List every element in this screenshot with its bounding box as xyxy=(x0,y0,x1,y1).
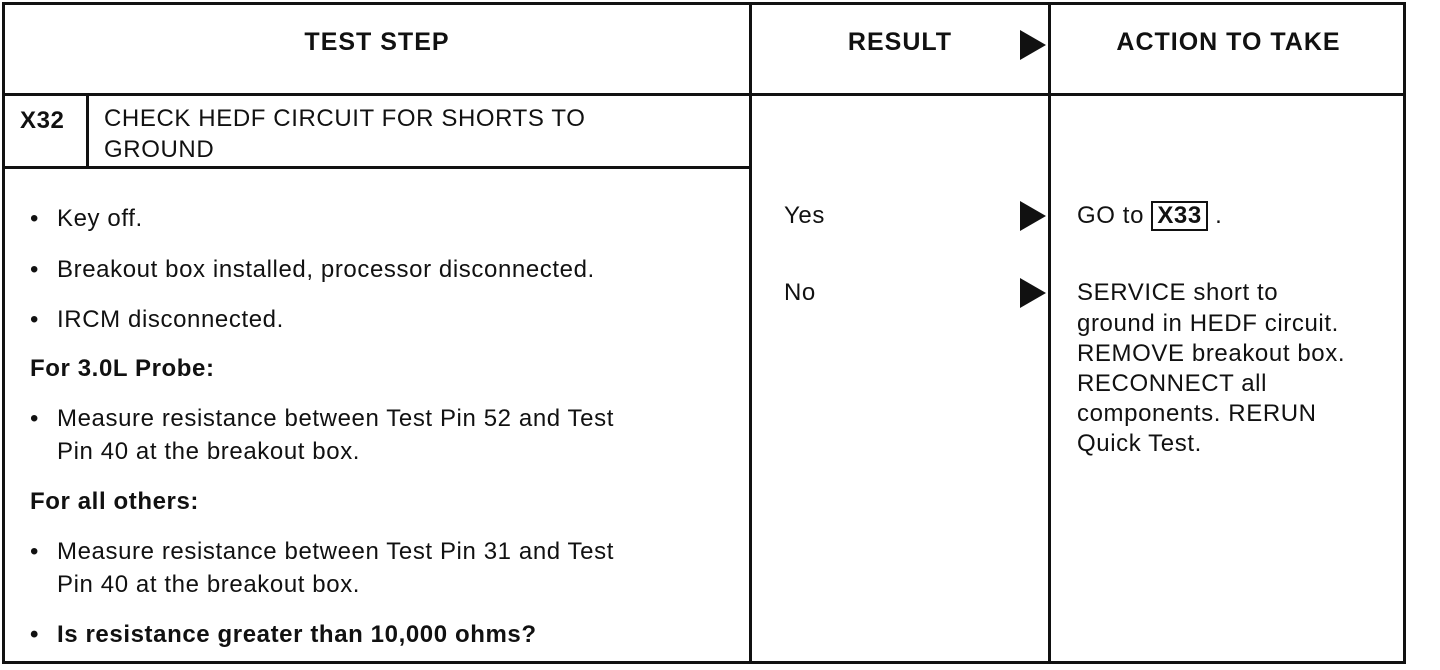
instruction-question: Is resistance greater than 10,000 ohms? xyxy=(57,621,537,648)
instruction-ircm: IRCM disconnected. xyxy=(57,306,284,333)
bullet-icon: • xyxy=(30,306,39,333)
bullet-icon: • xyxy=(30,256,39,283)
header-arrow-icon xyxy=(1020,30,1046,60)
result-yes-arrow-icon xyxy=(1020,201,1046,231)
step-title-line2: GROUND xyxy=(104,136,215,163)
instruction-measure-52-line2: Pin 40 at the breakout box. xyxy=(57,438,361,465)
instruction-breakout-box: Breakout box installed, processor disconnected. xyxy=(57,256,595,283)
instruction-key-off: Key off. xyxy=(57,205,143,232)
step-title-line1: CHECK HEDF CIRCUIT FOR SHORTS TO xyxy=(104,105,586,132)
action-no-line6: Quick Test. xyxy=(1077,430,1202,457)
action-yes xyxy=(1077,200,1222,231)
action-no-line5: components. RERUN xyxy=(1077,400,1317,427)
instruction-measure-31-line1: Measure resistance between Test Pin 31 and Test xyxy=(57,538,614,565)
header-rule xyxy=(2,93,1406,96)
result-yes: Yes xyxy=(784,202,825,229)
instruction-measure-52-line1: Measure resistance between Test Pin 52 and Test xyxy=(57,405,614,432)
result-no-arrow-icon xyxy=(1020,278,1046,308)
bullet-icon: • xyxy=(30,205,39,232)
header-test-step: TEST STEP xyxy=(304,28,450,56)
bullet-icon: • xyxy=(30,621,39,648)
header-result: RESULT xyxy=(847,28,953,56)
bullet-icon: • xyxy=(30,538,39,565)
action-no-line4: RECONNECT all xyxy=(1077,370,1268,397)
step-title-rule xyxy=(2,166,752,169)
subheading-others: For all others: xyxy=(30,488,200,515)
action-no-line2: ground in HEDF circuit. xyxy=(1077,310,1339,337)
action-no-line3: REMOVE breakout box. xyxy=(1077,340,1346,367)
header-action: ACTION TO TAKE xyxy=(1116,28,1341,56)
action-no-line1: SERVICE short to xyxy=(1077,279,1279,306)
divider-test-result xyxy=(749,2,752,664)
divider-step-id xyxy=(86,95,89,167)
step-reference-x33[interactable]: X33 xyxy=(1151,201,1208,231)
divider-result-action xyxy=(1048,2,1051,664)
bullet-icon: • xyxy=(30,405,39,432)
result-no: No xyxy=(784,279,816,306)
step-id: X32 xyxy=(20,107,65,134)
instruction-measure-31-line2: Pin 40 at the breakout box. xyxy=(57,571,361,598)
action-yes-prefix: GO to xyxy=(1077,202,1145,229)
subheading-probe: For 3.0L Probe: xyxy=(30,355,215,382)
action-yes-suffix: . xyxy=(1215,202,1223,229)
